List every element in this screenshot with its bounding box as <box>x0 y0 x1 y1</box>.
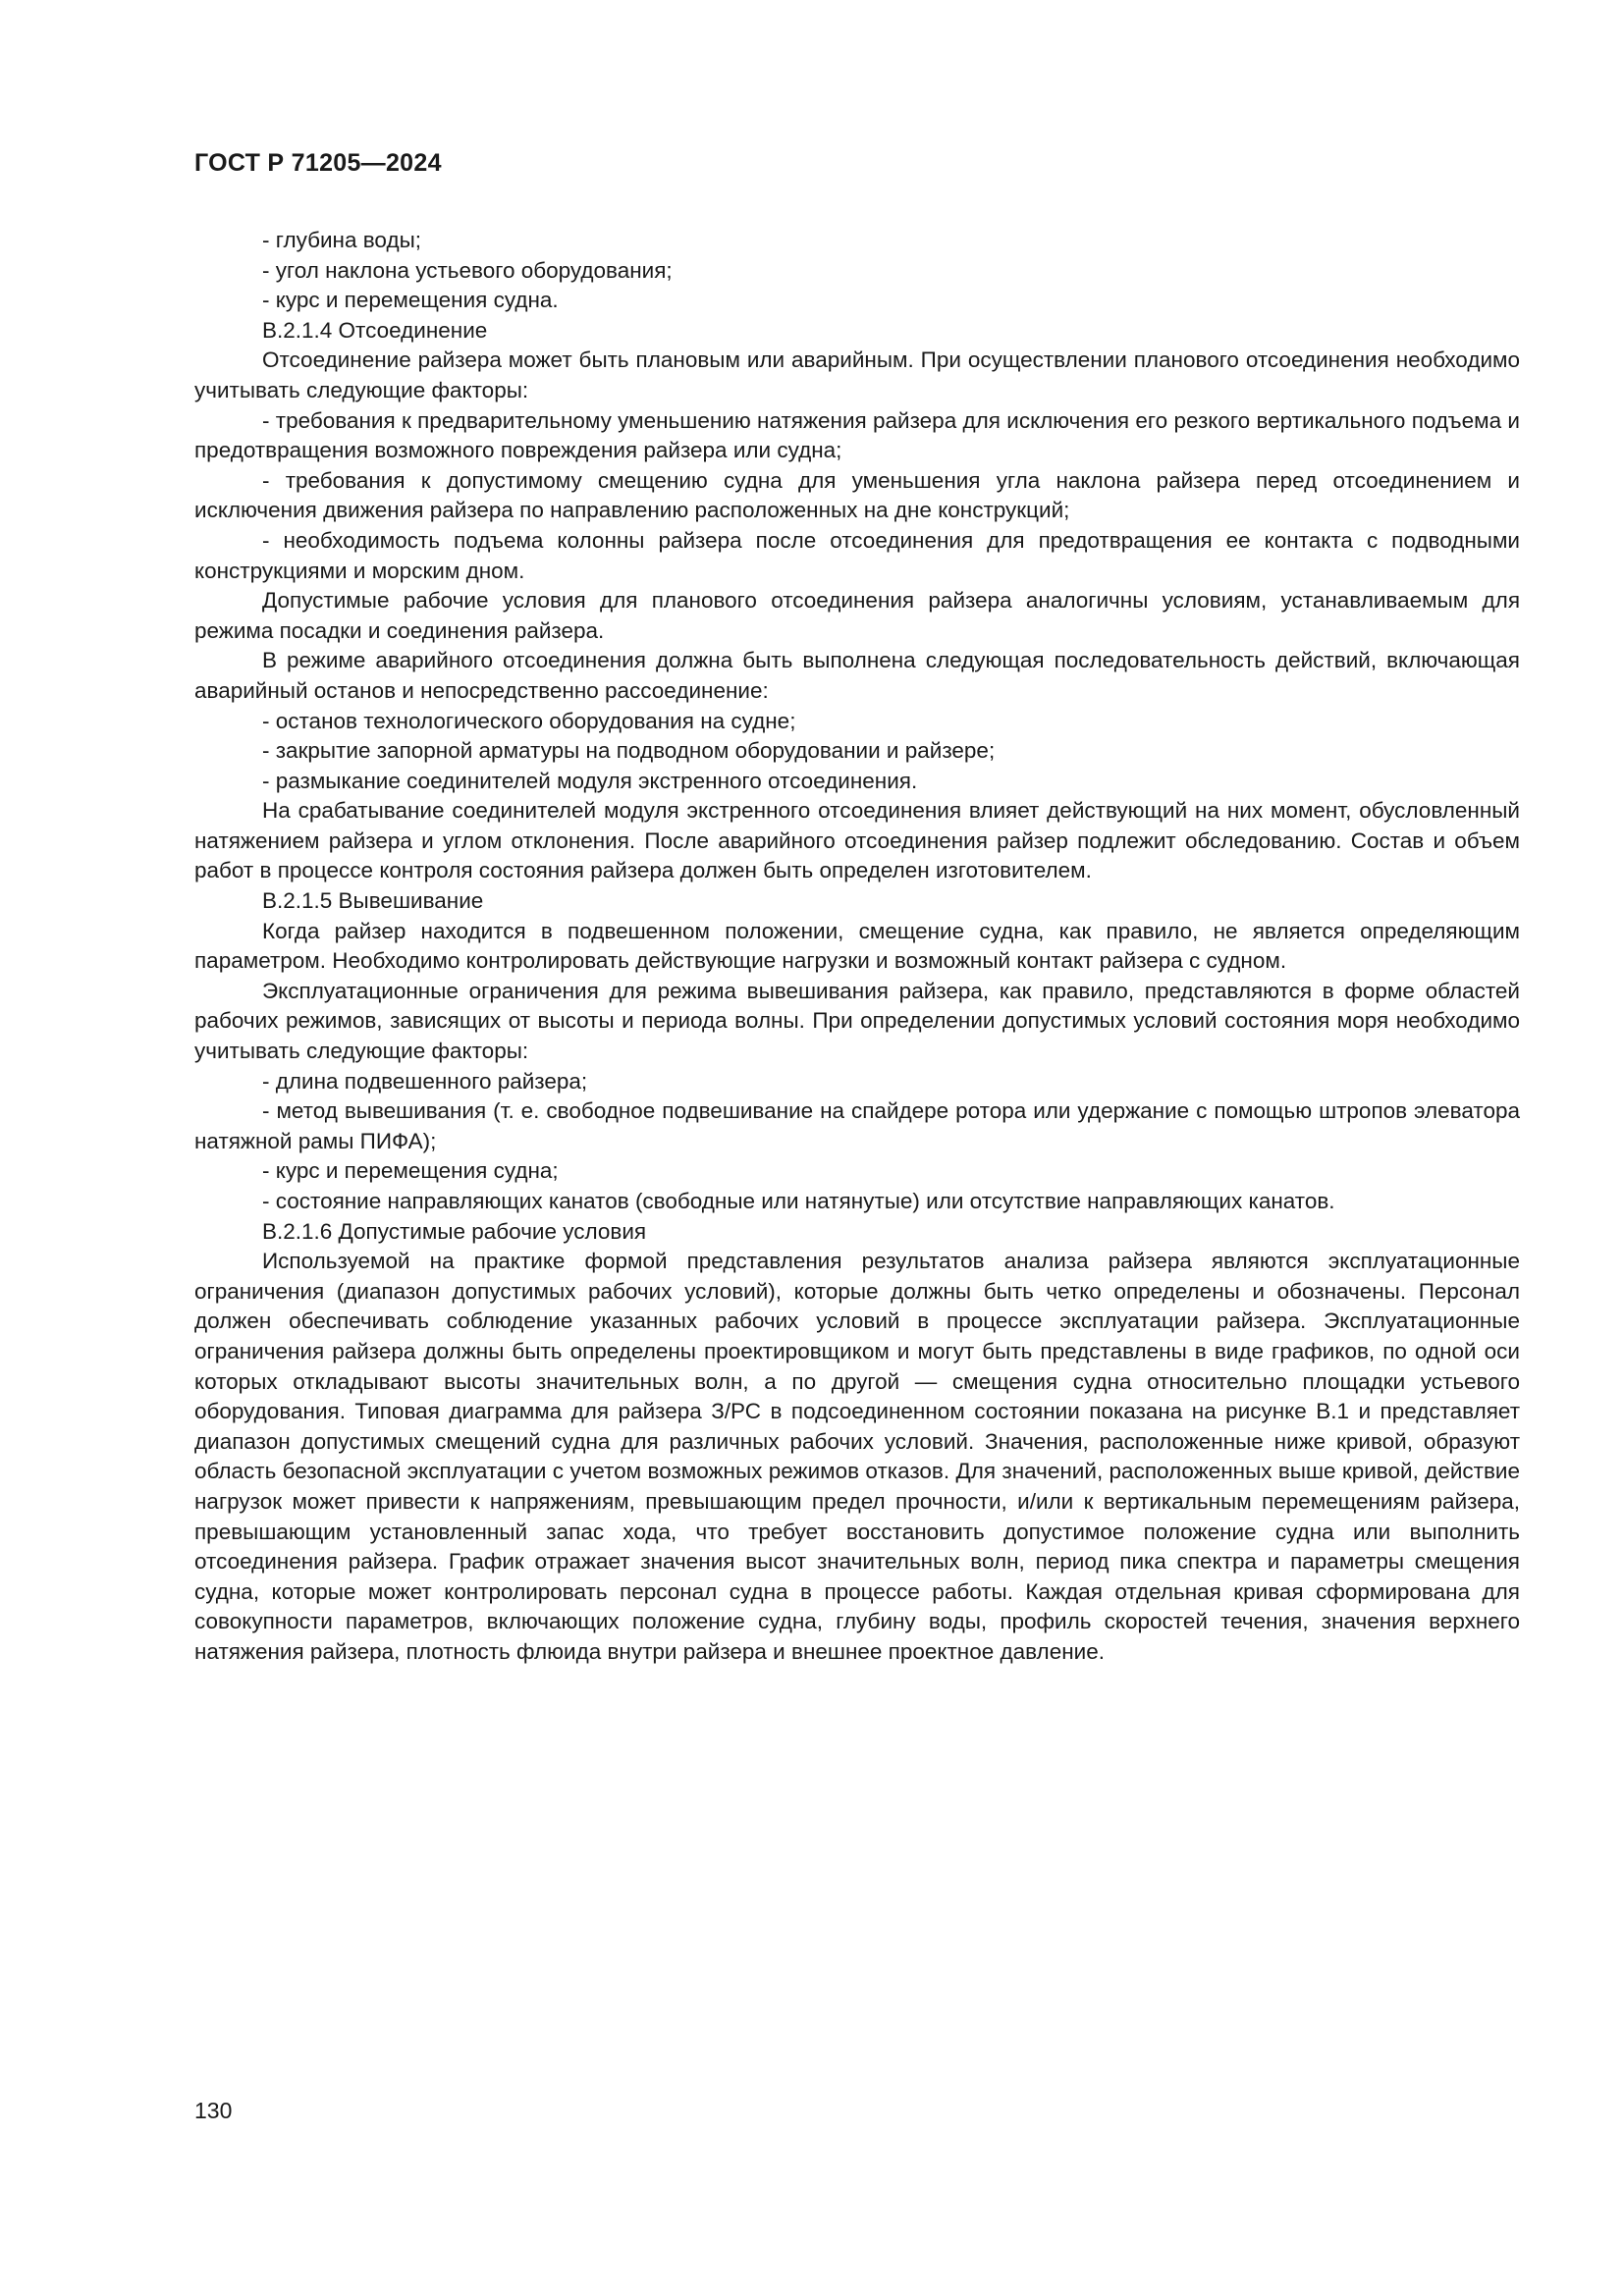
paragraph: В режиме аварийного отсоединения должна быть выполнена следующая последовательность действий, включающая аварийный останов и непосредственно рассоединение: <box>194 648 1520 703</box>
paragraph: Отсоединение райзера может быть плановым или аварийным. При осуществлении планового отсоединения необходимо учитывать следующие факторы: <box>194 347 1520 402</box>
list-item: - глубина воды; <box>262 228 422 252</box>
list-item: - состояние направляющих канатов (свободные или натянутые) или отсутствие направляющих канатов. <box>262 1189 1335 1213</box>
list-item: - длина подвешенного райзера; <box>262 1068 588 1094</box>
list-item: - метод вывешивания (т. е. свободное подвешивание на спайдере ротора или удержание с помощью штропов элеватора натяжной рамы ПИФА); <box>194 1098 1520 1153</box>
paragraph: Эксплуатационные ограничения для режима вывешивания райзера, как правило, представляются в форме областей рабочих режимов, зависящих от высоты и периода волны. При определении допустимых условий состояния моря необходимо учитывать следующие факторы: <box>194 978 1520 1064</box>
list-item: - курс и перемещения судна; <box>262 1158 559 1184</box>
paragraph: Когда райзер находится в подвешенном положении, смещение судна, как правило, не является определяющим параметром. Необходимо контролировать действующие нагрузки и возможный контакт райзера с судном. <box>194 918 1520 974</box>
document-body <box>194 226 1520 1668</box>
list-item: - курс и перемещения судна. <box>262 288 559 313</box>
paragraph: Допустимые рабочие условия для планового отсоединения райзера аналогичны условиям, устанавливаемым для режима посадки и соединения райзера. <box>194 588 1520 643</box>
section-heading: В.2.1.6 Допустимые рабочие условия <box>262 1218 647 1244</box>
section-heading: В.2.1.4 Отсоединение <box>262 317 488 343</box>
list-item: - останов технологического оборудования на судне; <box>262 708 796 733</box>
list-item: - необходимость подъема колонны райзера после отсоединения для предотвращения ее контакта с подводными конструкциями и морским дном. <box>194 527 1520 583</box>
list-item: - требования к предварительному уменьшению натяжения райзера для исключения его резкого вертикального подъема и предотвращения возможного повреждения райзера или судна; <box>194 407 1520 463</box>
document-header: ГОСТ Р 71205—2024 <box>194 149 442 177</box>
paragraph: Используемой на практике формой представления результатов анализа райзера являются эксплуатационные ограничения (диапазон допустимых рабочих условий), которые должны быть четко определены и обозначены. Персонал должен обеспечивать соблюдение указанных рабочих условий в процессе эксплуатации райзера. Эксплуатационные ограничения райзера должны быть определены проектировщиком и могут быть представлены в виде графиков, по одной оси которых откладывают высоты значительных волн, а по другой — смещения судна относительно площадки устьевого оборудования. Типовая диаграмма для райзера З/РС в подсоединенном состоянии показана на рисунке В.1 и представляет диапазон допустимых смещений судна для различных рабочих условий. Значения, расположенные ниже кривой, образуют область безопасной эксплуатации с учетом возможных режимов отказов. Для значений, расположенных выше кривой, действие нагрузок может привести к напряжениям, превышающим предел прочности, и/или к вертикальным перемещениям райзера, превышающим установленный запас хода, что требует восстановить допустимое положение судна или выполнить отсоединения райзера. График отражает значения высот значительных волн, период пика спектра и параметры смещения судна, которые может контролировать персонал судна в процессе работы. Каждая отдельная кривая сформирована для совокупности параметров, включающих положение судна, глубину воды, профиль скоростей течения, значения верхнего натяжения райзера, плотность флюида внутри райзера и внешнее проектное давление. <box>194 1249 1520 1664</box>
list-item: - размыкание соединителей модуля экстренного отсоединения. <box>262 768 918 793</box>
list-item: - закрытие запорной арматуры на подводном оборудовании и райзере; <box>262 738 996 764</box>
page-number: 130 <box>194 2098 233 2123</box>
list-item: - угол наклона устьевого оборудования; <box>262 257 673 283</box>
section-heading: В.2.1.5 Вывешивание <box>262 888 484 914</box>
paragraph: На срабатывание соединителей модуля экстренного отсоединения влияет действующий на них момент, обусловленный натяжением райзера и углом отклонения. После аварийного отсоединения райзер подлежит обследованию. Состав и объем работ в процессе контроля состояния райзера должен быть определен изготовителем. <box>194 798 1520 883</box>
list-item: - требования к допустимому смещению судна для уменьшения угла наклона райзера перед отсоединением и исключения движения райзера по направлению расположенных на дне конструкций; <box>194 467 1520 523</box>
